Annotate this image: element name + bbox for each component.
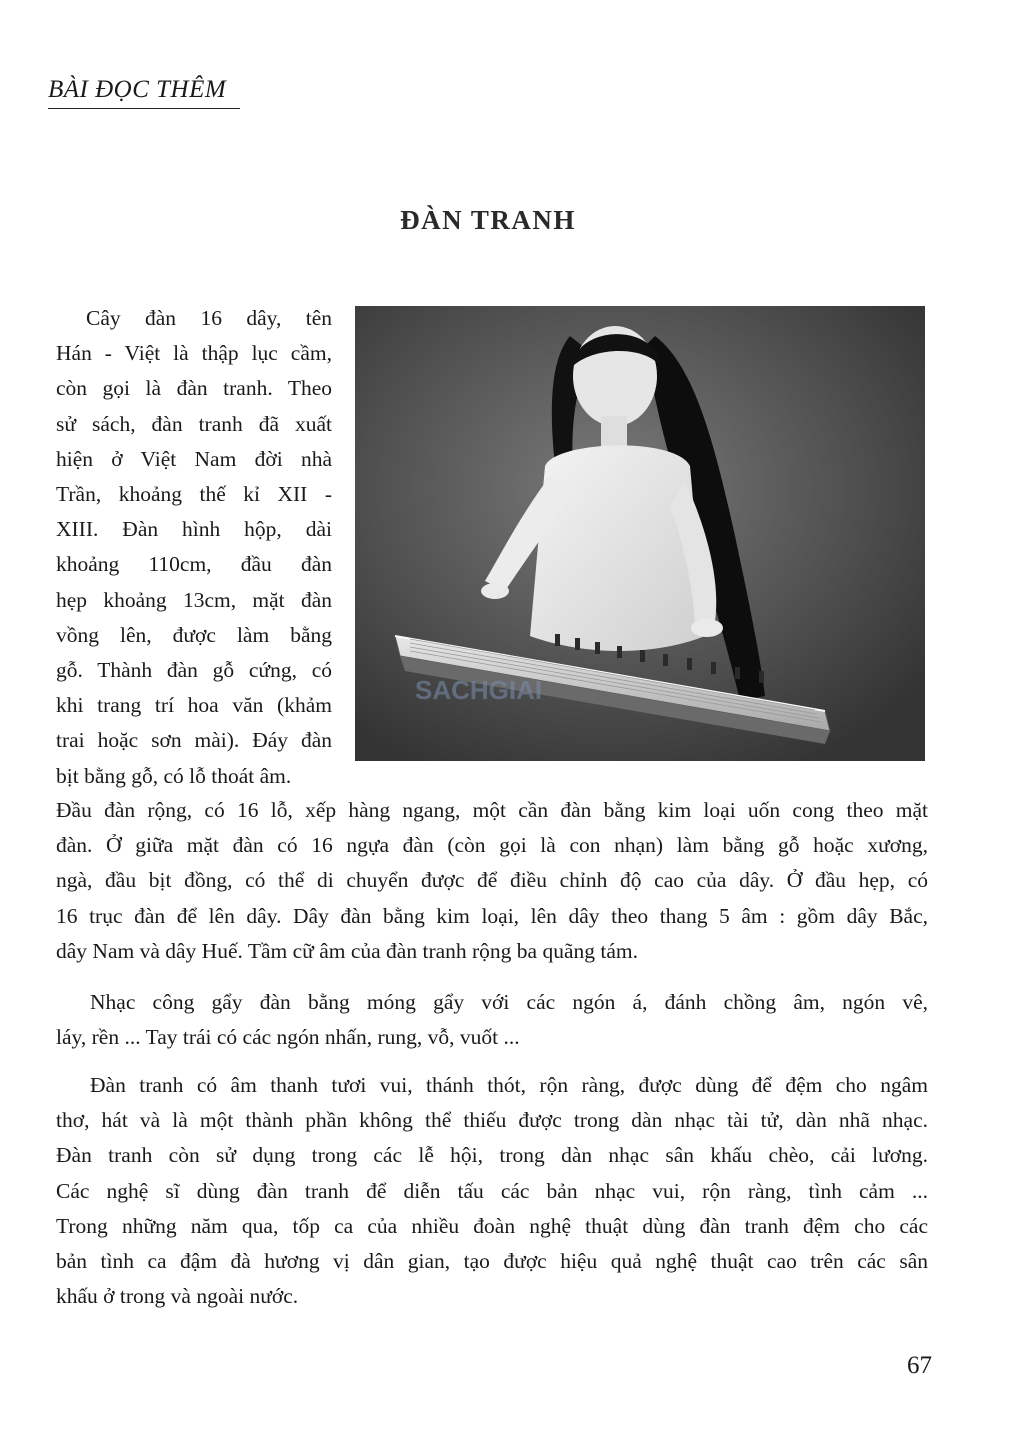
text-line: còn gọi là đàn tranh. Theo bbox=[56, 376, 332, 401]
text-line: hẹp khoảng 13cm, mặt đàn bbox=[56, 587, 332, 612]
text-line: Trong những năm qua, tốp ca của nhiều đoàn nghệ thuật dùng đàn tranh đệm cho các bbox=[56, 1213, 928, 1238]
text-line: đàn. Ở giữa mặt đàn có 16 ngựa đàn (còn gọi là con nhạn) làm bằng gỗ hoặc xương, bbox=[56, 833, 928, 858]
text-line: Đàn tranh có âm thanh tươi vui, thánh thót, rộn ràng, được dùng để đệm cho ngâm bbox=[90, 1073, 928, 1097]
text-line: ngà, đầu bịt đồng, có thể di chuyển được để điều chỉnh độ cao của dây. Ở đầu hẹp, có bbox=[56, 868, 928, 893]
text-line: khấu ở trong và ngoài nước. bbox=[56, 1284, 299, 1309]
text-line: Đàn tranh còn sử dụng trong các lễ hội, trong dàn nhạc sân khấu chèo, cải lương. bbox=[56, 1143, 928, 1168]
text-line: Nhạc công gẩy đàn bằng móng gẩy với các ngón á, đánh chồng âm, ngón vê, bbox=[90, 990, 928, 1014]
text-line: khoảng 110cm, đầu đàn bbox=[56, 552, 332, 577]
dan-tranh-player-photo bbox=[355, 306, 925, 761]
text-line: vồng lên, được làm bằng bbox=[56, 622, 332, 647]
text-line: dây Nam và dây Huế. Tầm cữ âm của đàn tranh rộng ba quãng tám. bbox=[56, 938, 639, 963]
text-line: bịt bằng gỗ, có lỗ thoát âm. bbox=[56, 763, 292, 788]
photo-watermark: SACHGIAI bbox=[415, 675, 543, 705]
text-line: Cây đàn 16 dây, tên bbox=[86, 306, 332, 330]
text-line: XIII. Đàn hình hộp, dài bbox=[56, 517, 332, 542]
text-line: 16 trục đàn để lên dây. Dây đàn bằng kim loại, lên dây theo thang 5 âm : gồm dây Bắc, bbox=[56, 903, 928, 928]
text-line: hiện ở Việt Nam đời nhà bbox=[56, 446, 332, 471]
text-line: trai hoặc sơn mài). Đáy đàn bbox=[56, 728, 332, 753]
page-number: 67 bbox=[907, 1352, 932, 1379]
text-line: bản tình ca đậm đà hương vị dân gian, tạo được hiệu quả nghệ thuật cao trên các sân bbox=[56, 1249, 928, 1274]
text-line: Trần, khoảng thế kỉ XII - bbox=[56, 482, 332, 507]
paragraph-usage bbox=[56, 1068, 928, 1314]
text-line: Hán - Việt là thập lục cầm, bbox=[56, 341, 332, 366]
article-title: ĐÀN TRANH bbox=[400, 205, 576, 235]
text-line: Đầu đàn rộng, có 16 lỗ, xếp hàng ngang, một cần đàn bằng kim loại uốn cong theo mặt bbox=[56, 798, 928, 822]
text-line: Các nghệ sĩ dùng đàn tranh để diễn tấu các bản nhạc vui, rộn ràng, tình cảm ... bbox=[56, 1178, 928, 1203]
section-label: BÀI ĐỌC THÊM bbox=[48, 76, 240, 109]
text-line: sử sách, đàn tranh đã xuất bbox=[56, 411, 332, 436]
text-line: khi trang trí hoa văn (khảm bbox=[56, 693, 332, 718]
text-line: láy, rền ... Tay trái có các ngón nhấn, rung, vỗ, vuốt ... bbox=[56, 1025, 520, 1050]
text-line: gỗ. Thành đàn gỗ cứng, có bbox=[56, 658, 332, 683]
text-line: thơ, hát và là một thành phần không thể thiếu được trong dàn nhạc tài tử, dàn nhã nhạc. bbox=[56, 1108, 928, 1133]
intro-paragraph bbox=[56, 301, 332, 794]
intro-paragraph-continued bbox=[56, 793, 928, 969]
paragraph-technique bbox=[56, 985, 928, 1055]
